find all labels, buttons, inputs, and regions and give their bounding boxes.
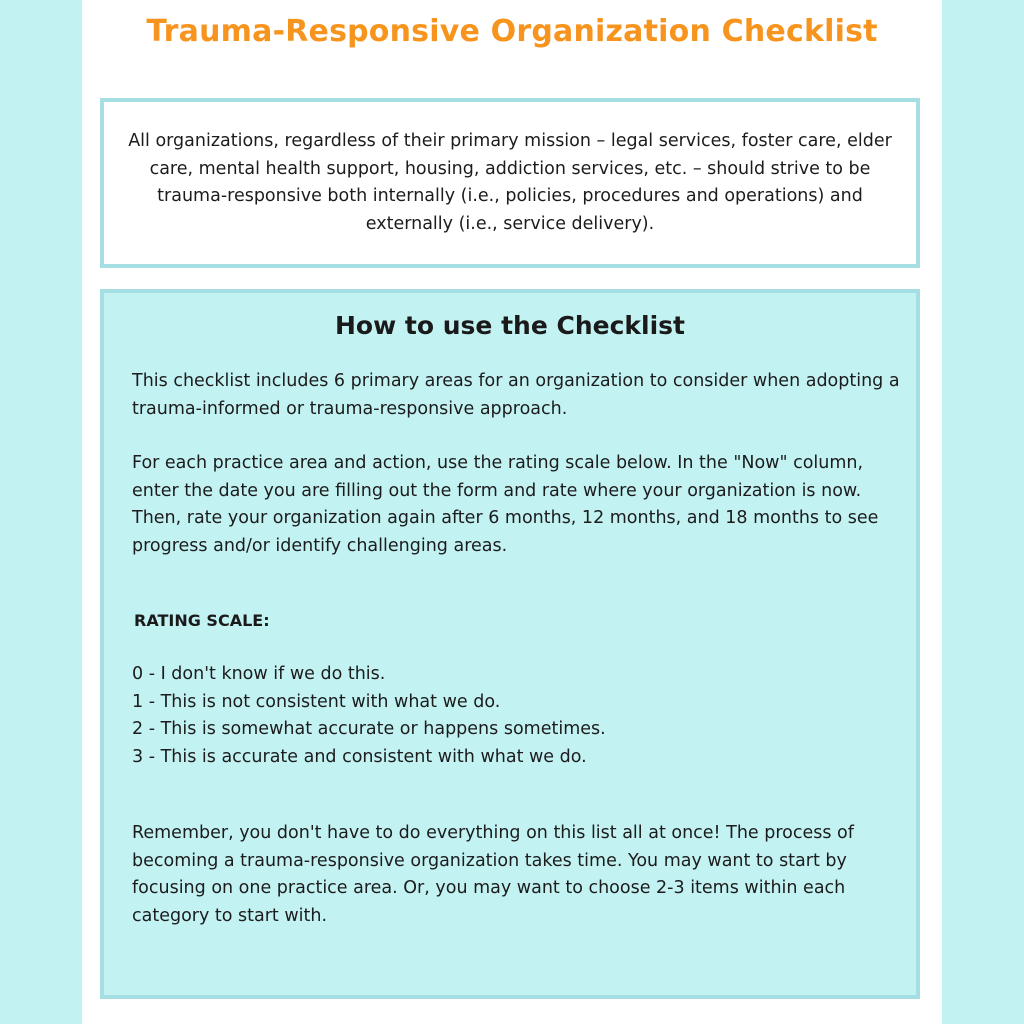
section-heading: How to use the Checklist bbox=[335, 311, 685, 340]
how-to-section bbox=[100, 289, 920, 999]
document-page bbox=[82, 0, 942, 1024]
rating-scale-item: 3 - This is accurate and consistent with what we do. bbox=[132, 746, 587, 767]
rating-scale-list bbox=[132, 661, 902, 771]
reminder-text: Remember, you don't have to do everything on this list all at once! The process of becoming a trauma-responsive organization takes time. You may want to start by focusing on one practice area. Or, you may want to choose 2-3 items within each category to start with. bbox=[132, 823, 854, 926]
rating-instructions: For each practice area and action, use the rating scale below. In the "Now" column, enter the date you are filling out the form and rate where your organization is now. Then, rate your organization again after 6 months, 12 months, and 18 months to see progress and/or identify challenging areas. bbox=[132, 453, 879, 556]
rating-scale-label: RATING SCALE: bbox=[134, 611, 270, 630]
intro-text: All organizations, regardless of their primary mission – legal services, foster care, elder care, mental health support, housing, addiction services, etc. – should strive to be trauma-responsive both internally (i.e., policies, procedures and operations) and externally (i.e., service delivery). bbox=[128, 131, 892, 234]
page-title: Trauma-Responsive Organization Checklist bbox=[146, 14, 878, 49]
rating-scale-item: 1 - This is not consistent with what we do. bbox=[132, 691, 501, 712]
rating-scale-item: 2 - This is somewhat accurate or happens sometimes. bbox=[132, 719, 606, 739]
checklist-description: This checklist includes 6 primary areas for an organization to consider when adopting a trauma-informed or trauma-responsive approach. bbox=[132, 371, 900, 419]
rating-scale-item: 0 - I don't know if we do this. bbox=[132, 664, 386, 684]
intro-box bbox=[100, 98, 920, 268]
